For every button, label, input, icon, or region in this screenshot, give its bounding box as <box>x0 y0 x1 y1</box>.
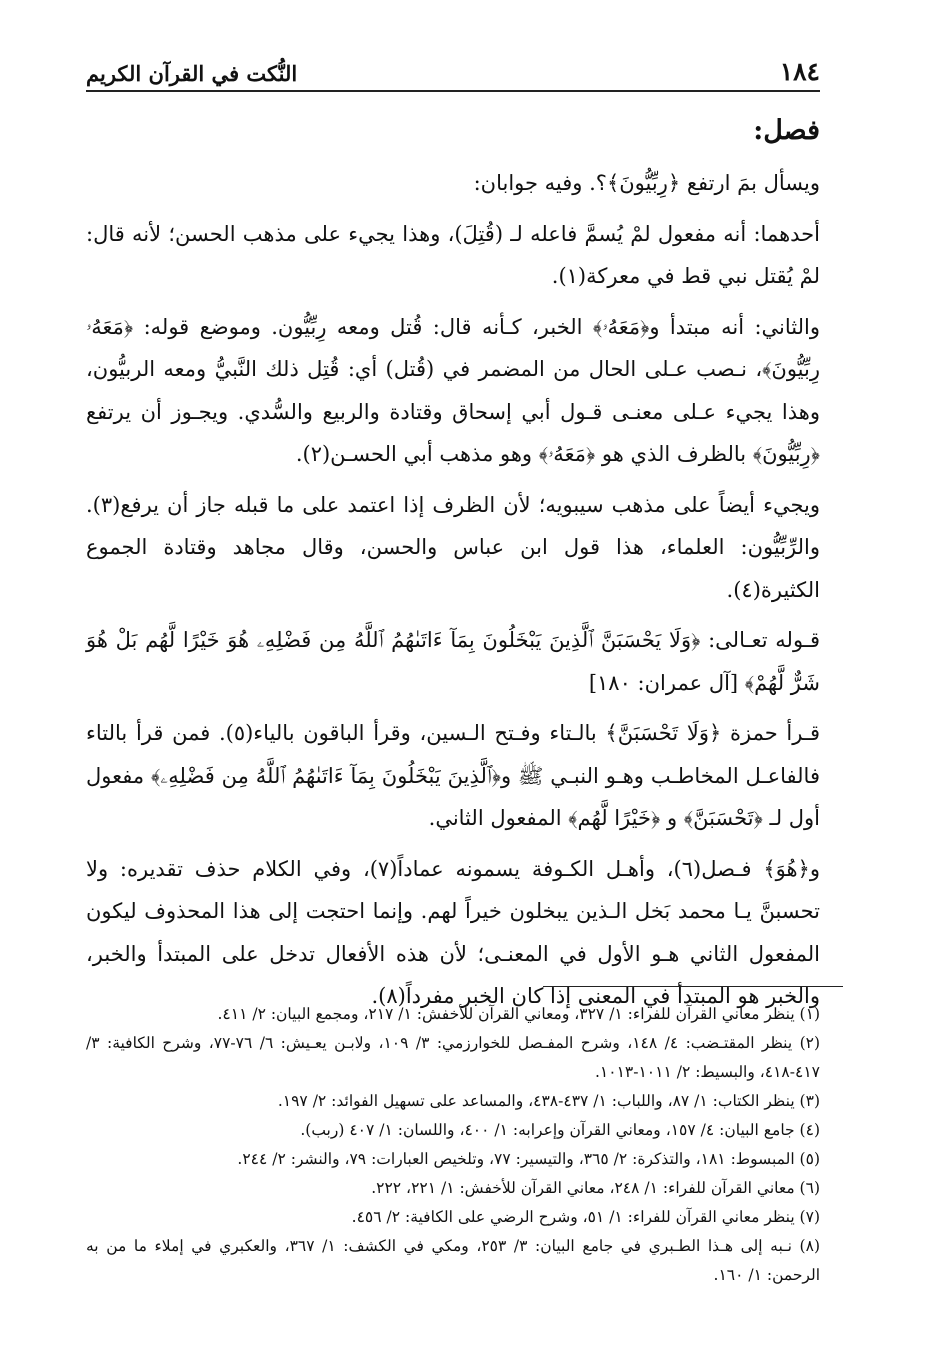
running-header <box>86 52 820 92</box>
footnote: (٧) ينظر معاني القرآن للفراء: ١/ ٥١، وشرح الرضي على الكافية: ٢/ ٤٥٦. <box>351 1208 820 1226</box>
section-heading: فصل: <box>753 115 820 146</box>
footnote: (٦) معاني القرآن للفراء: ١/ ٢٤٨، معاني القرآن للأخفش: ١/ ٢٢١، ٢٢٢. <box>371 1179 820 1197</box>
footnote: (٤) جامع البيان: ٤/ ١٥٧، ومعاني القرآن وإعرابه: ١/ ٤٠٠، واللسان: ١/ ٤٠٧ (ربب). <box>300 1121 820 1139</box>
paragraph-fasl: و﴿هُوَ﴾ فـصل(٦)، وأهـل الكـوفة يسمونه عماداً(٧)، وفي الكلام حذف تقديره: ولا تحسبنَّ يـا محمد بَخل الـذين يبخلون خيراً لهم. وإنما احتجت إلى هذا المحذوف ليكون المفعول الثاني هـو الأول في المعنـى؛ لأن هذه الأفعال تدخل على المبتدأ والخبر، والخبر هو المبتدأ في المعنى إذا كان الخبر مفرداً(٨). <box>86 856 820 1008</box>
footnote: (١) ينظر معاني القرآن للفراء: ١/ ٣٢٧، ومعاني القرآن للأخفش: ١/ ٢١٧، ومجمع البيان: ٢/ ٤١١. <box>217 1005 820 1023</box>
page-number: ١٨٤ <box>779 57 820 86</box>
footnotes <box>86 1000 820 1290</box>
paragraph-quran-verse: قـوله تعـالى: ﴿وَلَا يَحْسَبَنَّ ٱلَّذِينَ يَبْخَلُونَ بِمَآ ءَاتَىٰهُمُ ٱللَّهُ مِن فَضْلِهِۦ هُوَ خَيْرًا لَّهُم بَلْ هُوَ شَرٌّ لَّهُمْ﴾ [آل عمران: ١٨٠] <box>86 628 820 695</box>
footnote: (٢) ينظر المقتـضب: ٤/ ١٤٨، وشرح المفـصل للخوارزمي: ٣/ ١٠٩، ولابـن يعـيش: ٦/ ٧٦-٧٧، وشرح الكافية: ٣/ ٤١٧-٤١٨، والبسيط: ٢/ ١٠١١-١٠١٣. <box>86 1034 821 1081</box>
paragraph-readings: قـرأ حمزة ﴿وَلَا تَحْسَبَنَّ﴾ بالـتاء وفـتح الـسين، وقرأ الباقون بالياء(٥). فمن قرأ بالتاء فالفاعـل المخاطـب وهـو النبـي ﷺ و﴿ٱلَّذِينَ يَبْخَلُونَ بِمَآ ءَاتَىٰهُمُ ٱللَّهُ مِن فَضْلِهِۦ﴾ مفعول أول لـ ﴿تَحْسَبَنَّ﴾ و ﴿خَيْرًا لَّهُم﴾ المفعول الثاني. <box>86 721 820 830</box>
paragraph-second-answer: والثاني: أنه مبتدأ و﴿مَعَهُۥ﴾ الخبر، كـأنه قال: قُتل ومعه رِبِّيُّون. وموضع قوله: ﴿مَعَهُۥ رِبِّيُّونَ﴾، نـصب عـلى الحال من المضمر في (قُتل) أي: قُتِل ذلك النَّبيُّ ومعه الربيُّون، وهذا يجيء عـلى معنـى قـول أبي إسحاق وقتادة والربيع والسُّدي. ويجـوز أن يرتفع ﴿رِبِّيُّونَ﴾ بالظرف الذي هو ﴿مَعَهُۥ﴾ وهو مذهب أبي الحسـن(٢). <box>86 314 820 466</box>
paragraph-first-answer: أحدهما: أنه مفعول لمْ يُسمَّ فاعله لـ (قُتِلَ)، وهذا يجيء على مذهب الحسن؛ لأنه قال: لمْ يُقتل نبي قط في معركة(١). <box>86 221 820 288</box>
footnote: (٣) ينظر الكتاب: ١/ ٨٧، واللباب: ١/ ٤٣٧-٤٣٨، والمساعد على تسهيل الفوائد: ٢/ ١٩٧. <box>277 1092 820 1110</box>
paragraph-sibawayh: ويجيء أيضاً على مذهب سيبويه؛ لأن الظرف إذا اعتمد على ما قبله جاز أن يرفع(٣). والرِّبِّيُّون: العلماء، هذا قول ابن عباس والحسن، وقال مجاهد وقتادة الجموع الكثيرة(٤). <box>86 492 820 602</box>
book-title: النُّكت في القرآن الكريم <box>86 61 298 86</box>
footnote: (٨) نـبه إلى هـذا الطـبري في جامع البيان: ٣/ ٢٥٣، ومكي في الكشف: ١/ ٣٦٧، والعكبري في إملاء ما من به الرحمن: ١/ ١٦٠. <box>86 1237 820 1284</box>
paragraph-question: ويسأل بمَ ارتفع ﴿رِبِّيُّونَ﴾؟. وفيه جوابان: <box>473 171 820 195</box>
footnote-divider <box>543 986 843 987</box>
main-text <box>86 108 820 1026</box>
footnote: (٥) المبسوط: ١٨١، والتذكرة: ٢/ ٣٦٥، والتيسير: ٧٧، وتلخيص العبارات: ٧٩، والنشر: ٢/ ٢٤٤. <box>237 1150 820 1168</box>
